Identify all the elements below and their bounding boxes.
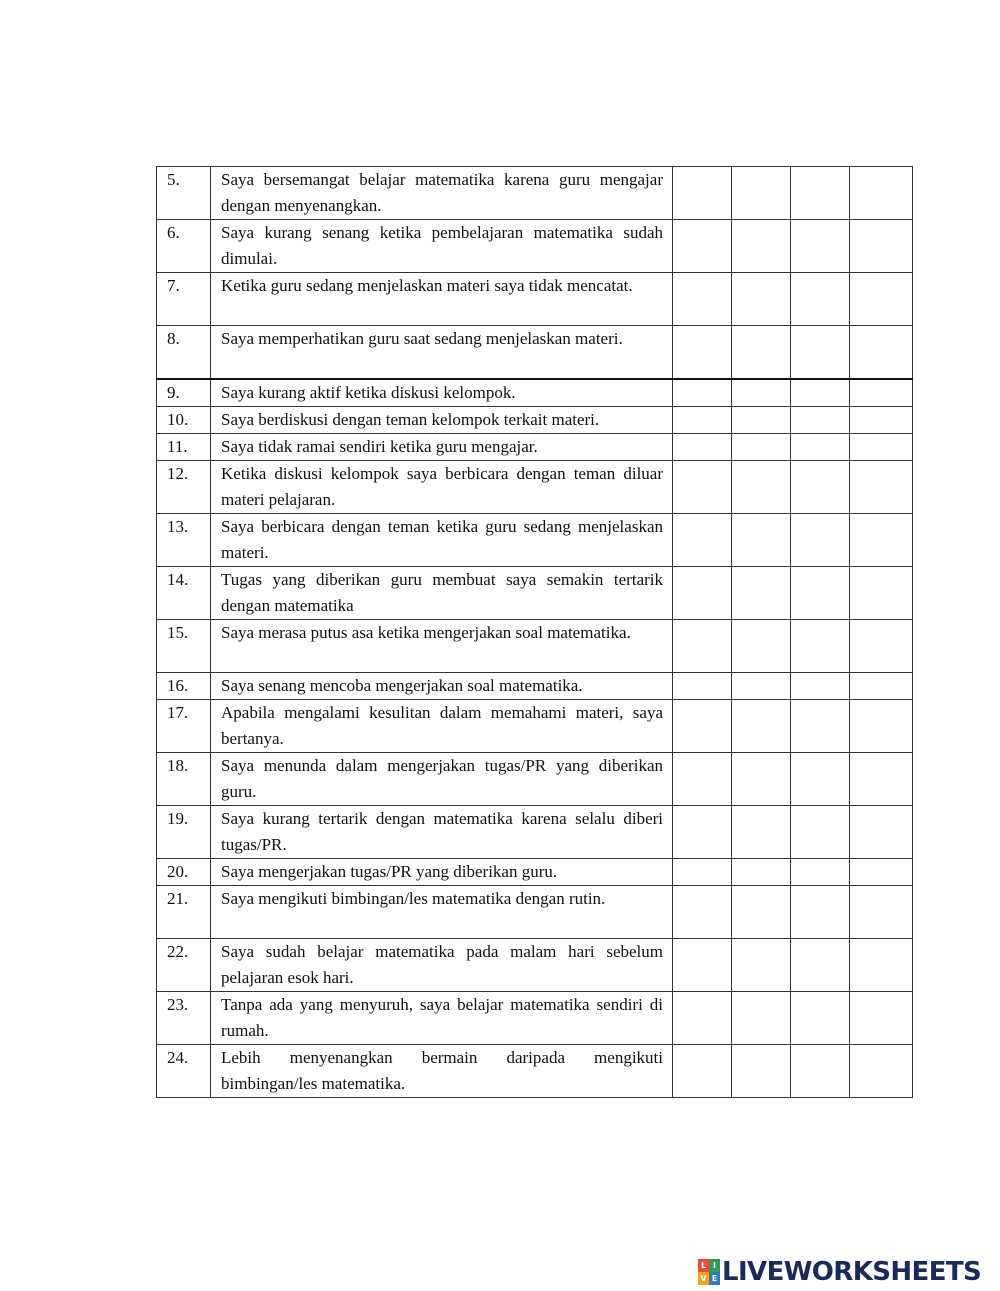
row-number: 5. [157,167,211,220]
answer-cell[interactable] [732,992,791,1045]
answer-cell[interactable] [850,859,913,886]
liveworksheets-logo [698,1257,981,1287]
row-number: 6. [157,220,211,273]
statement-text: Saya berbicara dengan teman ketika guru sedang menjelaskan materi. [211,514,673,567]
answer-cell[interactable] [673,1045,732,1098]
answer-cell[interactable] [850,379,913,407]
answer-cell[interactable] [791,700,850,753]
table-row [157,939,913,992]
row-number: 19. [157,806,211,859]
answer-cell[interactable] [673,620,732,673]
table-row [157,326,913,380]
row-number: 9. [157,379,211,407]
answer-cell[interactable] [732,326,791,380]
answer-cell[interactable] [850,434,913,461]
statement-text: Saya tidak ramai sendiri ketika guru mengajar. [211,434,673,461]
table-row [157,1045,913,1098]
answer-cell[interactable] [850,567,913,620]
table-row [157,167,913,220]
answer-cell[interactable] [791,753,850,806]
answer-cell[interactable] [732,806,791,859]
answer-cell[interactable] [791,859,850,886]
row-number: 10. [157,407,211,434]
row-number: 11. [157,434,211,461]
row-number: 23. [157,992,211,1045]
answer-cell[interactable] [850,806,913,859]
statement-text: Saya sudah belajar matematika pada malam hari sebelum pelajaran esok hari. [211,939,673,992]
statement-text: Saya menunda dalam mengerjakan tugas/PR yang diberikan guru. [211,753,673,806]
answer-cell[interactable] [673,992,732,1045]
answer-cell[interactable] [791,673,850,700]
answer-cell[interactable] [850,167,913,220]
answer-cell[interactable] [673,886,732,939]
statement-text: Saya merasa putus asa ketika mengerjakan soal matematika. [211,620,673,673]
answer-cell[interactable] [732,700,791,753]
answer-cell[interactable] [732,886,791,939]
answer-cell[interactable] [791,273,850,326]
answer-cell[interactable] [850,992,913,1045]
answer-cell[interactable] [732,407,791,434]
answer-cell[interactable] [791,379,850,407]
questionnaire-table [156,166,913,1098]
answer-cell[interactable] [673,806,732,859]
answer-cell[interactable] [732,673,791,700]
row-number: 8. [157,326,211,380]
table-row [157,859,913,886]
table-row [157,673,913,700]
row-number: 15. [157,620,211,673]
answer-cell[interactable] [732,939,791,992]
answer-cell[interactable] [850,753,913,806]
answer-cell[interactable] [673,220,732,273]
answer-cell[interactable] [791,514,850,567]
table-row [157,273,913,326]
answer-cell[interactable] [850,461,913,514]
answer-cell[interactable] [673,407,732,434]
statement-text: Saya memperhatikan guru saat sedang menjelaskan materi. [211,326,673,380]
answer-cell[interactable] [850,326,913,380]
row-number: 16. [157,673,211,700]
answer-cell[interactable] [732,379,791,407]
statement-text: Saya mengikuti bimbingan/les matematika dengan rutin. [211,886,673,939]
statement-text: Apabila mengalami kesulitan dalam memahami materi, saya bertanya. [211,700,673,753]
answer-cell[interactable] [850,673,913,700]
table-row [157,461,913,514]
row-number: 12. [157,461,211,514]
statement-text: Tanpa ada yang menyuruh, saya belajar matematika sendiri di rumah. [211,992,673,1045]
answer-cell[interactable] [791,939,850,992]
answer-cell[interactable] [732,567,791,620]
table-row [157,514,913,567]
table-row [157,700,913,753]
statement-text: Ketika guru sedang menjelaskan materi saya tidak mencatat. [211,273,673,326]
answer-cell[interactable] [673,567,732,620]
answer-cell[interactable] [791,992,850,1045]
row-number: 22. [157,939,211,992]
table-row [157,806,913,859]
answer-cell[interactable] [673,461,732,514]
row-number: 18. [157,753,211,806]
answer-cell[interactable] [850,886,913,939]
answer-cell[interactable] [850,620,913,673]
answer-cell[interactable] [673,673,732,700]
table-row [157,220,913,273]
answer-cell[interactable] [850,1045,913,1098]
answer-cell[interactable] [673,167,732,220]
answer-cell[interactable] [673,434,732,461]
row-number: 24. [157,1045,211,1098]
statement-text: Ketika diskusi kelompok saya berbicara dengan teman diluar materi pelajaran. [211,461,673,514]
statement-text: Tugas yang diberikan guru membuat saya semakin tertarik dengan matematika [211,567,673,620]
answer-cell[interactable] [732,1045,791,1098]
statement-text: Saya senang mencoba mengerjakan soal matematika. [211,673,673,700]
answer-cell[interactable] [850,514,913,567]
answer-cell[interactable] [850,407,913,434]
answer-cell[interactable] [791,220,850,273]
answer-cell[interactable] [732,273,791,326]
statement-text: Saya berdiskusi dengan teman kelompok terkait materi. [211,407,673,434]
logo-tile: E [709,1272,720,1285]
answer-cell[interactable] [732,220,791,273]
table-row [157,753,913,806]
table-row [157,379,913,407]
answer-cell[interactable] [673,379,732,407]
table-row [157,886,913,939]
table-row [157,434,913,461]
answer-cell[interactable] [673,326,732,380]
table-row [157,992,913,1045]
statement-text: Saya kurang senang ketika pembelajaran matematika sudah dimulai. [211,220,673,273]
answer-cell[interactable] [791,326,850,380]
row-number: 17. [157,700,211,753]
logo-tile: I [709,1259,720,1272]
answer-cell[interactable] [791,1045,850,1098]
row-number: 20. [157,859,211,886]
row-number: 14. [157,567,211,620]
answer-cell[interactable] [673,514,732,567]
row-number: 7. [157,273,211,326]
liveworksheets-logo-icon [698,1259,720,1285]
answer-cell[interactable] [850,273,913,326]
answer-cell[interactable] [791,886,850,939]
row-number: 13. [157,514,211,567]
statement-text: Saya kurang tertarik dengan matematika karena selalu diberi tugas/PR. [211,806,673,859]
logo-text: LIVEWORKSHEETS [722,1257,982,1287]
answer-cell[interactable] [732,461,791,514]
answer-cell[interactable] [673,939,732,992]
answer-cell[interactable] [673,859,732,886]
answer-cell[interactable] [673,700,732,753]
answer-cell[interactable] [791,167,850,220]
answer-cell[interactable] [791,434,850,461]
answer-cell[interactable] [732,167,791,220]
table-row [157,620,913,673]
answer-cell[interactable] [732,434,791,461]
answer-cell[interactable] [732,859,791,886]
row-number: 21. [157,886,211,939]
answer-cell[interactable] [791,407,850,434]
statement-text: Saya bersemangat belajar matematika karena guru mengajar dengan menyenangkan. [211,167,673,220]
statement-text: Saya kurang aktif ketika diskusi kelompok. [211,379,673,407]
answer-cell[interactable] [850,220,913,273]
logo-tile: V [698,1272,709,1285]
answer-cell[interactable] [791,806,850,859]
answer-cell[interactable] [732,620,791,673]
answer-cell[interactable] [673,273,732,326]
answer-cell[interactable] [850,939,913,992]
answer-cell[interactable] [791,461,850,514]
answer-cell[interactable] [732,514,791,567]
table-row [157,407,913,434]
answer-cell[interactable] [791,567,850,620]
answer-cell[interactable] [850,700,913,753]
statement-text: Saya mengerjakan tugas/PR yang diberikan guru. [211,859,673,886]
answer-cell[interactable] [732,753,791,806]
answer-cell[interactable] [673,753,732,806]
answer-cell[interactable] [791,620,850,673]
statement-text: Lebih menyenangkan bermain daripada mengikuti bimbingan/les matematika. [211,1045,673,1098]
logo-tile: L [698,1259,709,1272]
table-row [157,567,913,620]
